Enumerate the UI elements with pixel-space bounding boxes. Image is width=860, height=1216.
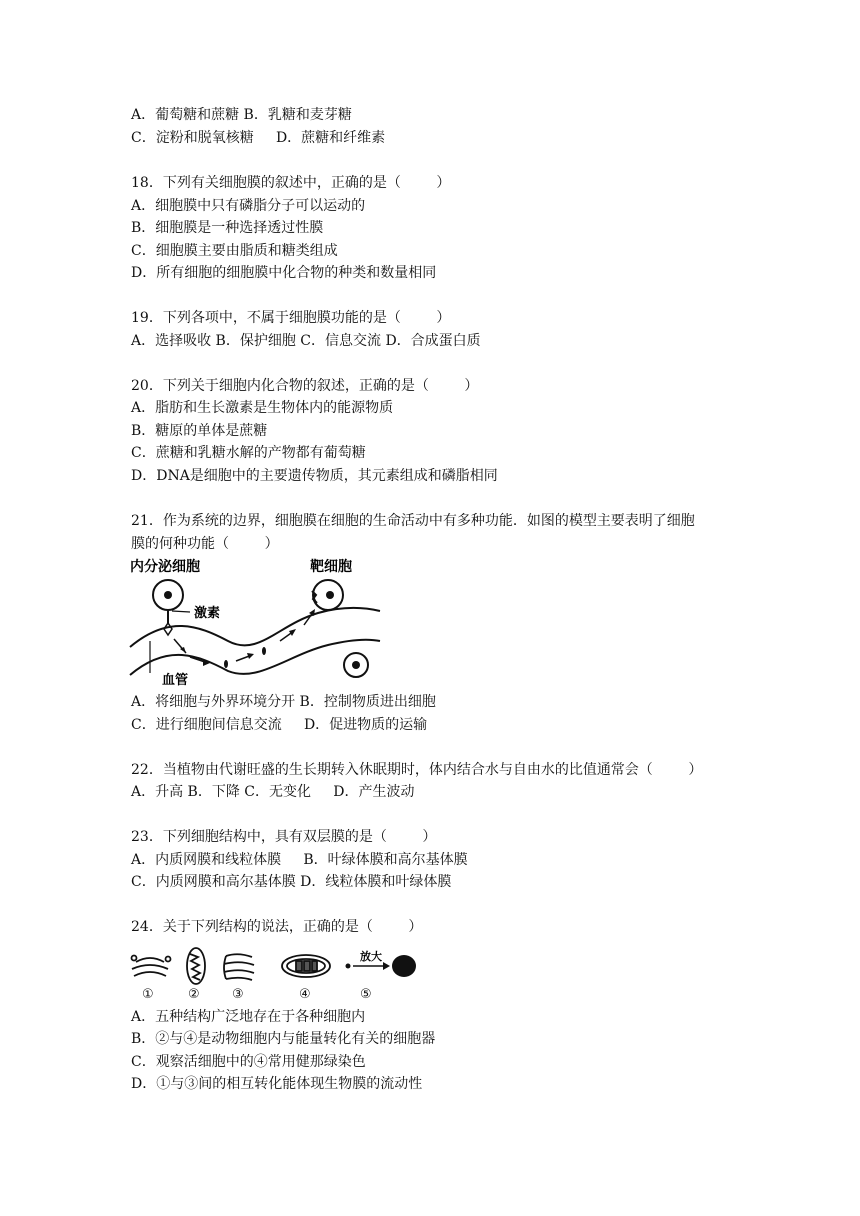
q24-option-c: C．观察活细胞中的④常用健那绿染色 [131,1054,366,1070]
label-n3: ③ [232,987,244,1002]
q21-stem-line1: 21．作为系统的边界，细胞膜在细胞的生命活动中有多种功能．如图的模型主要表明了细胞 [131,513,695,529]
q21-stem-line2: 膜的何种功能（ ） [131,536,279,552]
organelle-2-mitochondrion [187,948,205,984]
q21-options-cd: C．进行细胞间信息交流 D．促进物质的运输 [131,717,428,733]
q23-stem: 23．下列细胞结构中，具有双层膜的是（ ） [131,829,437,845]
q22-stem: 22．当植物由代谢旺盛的生长期转入休眠期时，体内结合水与自由水的比值通常会（ ） [131,762,703,778]
q24-stem: 24．关于下列结构的说法，正确的是（ ） [131,919,423,935]
organelle-3-er [224,954,254,980]
q24-option-b: B．②与④是动物细胞内与能量转化有关的细胞器 [131,1031,436,1047]
q20-option-d: D．DNA是细胞中的主要遗传物质，其元素组成和磷脂相同 [131,468,498,484]
hormone-label: 激素 [194,606,221,621]
q20-option-b: B．糖原的单体是蔗糖 [131,423,268,439]
organelle-5-magnified [346,949,417,977]
q17-options-ab: A．葡萄糖和蔗糖 B．乳糖和麦芽糖 [131,107,352,123]
label-n2: ② [188,987,200,1002]
q20-stem: 20．下列关于细胞内化合物的叙述，正确的是（ ） [131,378,479,394]
q21-hormone-figure [128,555,388,687]
q18-option-d: D．所有细胞的细胞膜中化合物的种类和数量相同 [131,265,437,281]
magnify-label: 放大 [360,950,382,963]
organelle-1-golgi [132,956,171,977]
q19-options: A．选择吸收 B．保护细胞 C．信息交流 D．合成蛋白质 [131,333,481,349]
vessel-label: 血管 [162,673,189,687]
q20-option-c: C．蔗糖和乳糖水解的产物都有葡萄糖 [131,445,366,461]
q17-options-cd: C．淀粉和脱氧核糖 D．蔗糖和纤维素 [131,130,386,146]
q23-options-cd: C．内质网膜和高尔基体膜 D．线粒体膜和叶绿体膜 [131,874,452,890]
q21-options-ab: A．将细胞与外界环境分开 B．控制物质进出细胞 [131,694,436,710]
q19-stem: 19．下列各项中，不属于细胞膜功能的是（ ） [131,310,451,326]
q18-option-a: A．细胞膜中只有磷脂分子可以运动的 [131,198,366,214]
secretory-cell-label: 内分泌细胞 [130,559,200,575]
target-cell-label: 靶细胞 [310,559,352,575]
q24-option-a: A．五种结构广泛地存在于各种细胞内 [131,1009,366,1025]
vessel-wall-lower [130,640,380,675]
q24-option-d: D．①与③间的相互转化能体现生物膜的流动性 [131,1076,423,1092]
q24-organelles-figure [128,944,418,1004]
q18-option-c: C．细胞膜主要由脂质和糖类组成 [131,243,338,259]
organelle-4-chloroplast [282,955,330,977]
label-n1: ① [142,987,154,1002]
q18-option-b: B．细胞膜是一种选择透过性膜 [131,220,324,236]
label-n4: ④ [299,987,311,1002]
q23-options-ab: A．内质网膜和线粒体膜 B．叶绿体膜和高尔基体膜 [131,852,468,868]
q18-stem: 18．下列有关细胞膜的叙述中，正确的是（ ） [131,175,451,191]
label-n5: ⑤ [360,987,372,1002]
q20-option-a: A．脂肪和生长激素是生物体内的能源物质 [131,400,394,416]
q22-options: A．升高 B．下降 C．无变化 D．产生波动 [131,784,415,800]
